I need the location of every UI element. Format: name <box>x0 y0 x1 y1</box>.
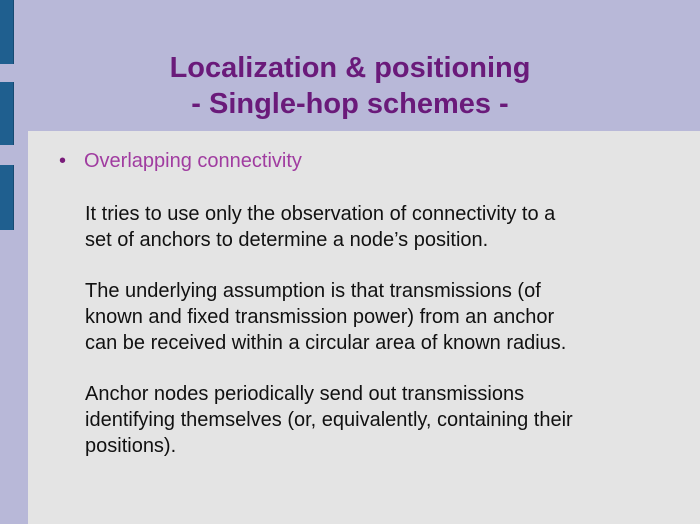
paragraph-line: can be received within a circular area of known radius. <box>85 332 567 354</box>
paragraph-1 <box>85 201 665 253</box>
slide-title-line-1: Localization & positioning <box>169 52 531 84</box>
bullet-item <box>59 149 302 173</box>
content-panel <box>28 131 700 524</box>
paragraph-line: positions). <box>85 435 177 457</box>
paragraph-3 <box>85 381 665 459</box>
paragraph-line: identifying themselves (or, equivalently, containing their <box>85 409 573 431</box>
slide-title-line-2: - Single-hop schemes - <box>191 88 509 120</box>
paragraph-2 <box>85 278 665 356</box>
paragraph-line: known and fixed transmission power) from an anchor <box>85 306 555 328</box>
paragraph-line: set of anchors to determine a node’s position. <box>85 229 489 251</box>
slide-title <box>0 50 700 122</box>
paragraph-line: The underlying assumption is that transmissions (of <box>85 280 541 302</box>
side-decoration-bar-bottom <box>0 165 14 230</box>
paragraph-line: Anchor nodes periodically send out transmissions <box>85 383 525 405</box>
bullet-heading: Overlapping connectivity <box>84 150 302 172</box>
bullet-dot-icon: • <box>59 150 67 172</box>
paragraph-line: It tries to use only the observation of connectivity to a <box>85 203 556 225</box>
